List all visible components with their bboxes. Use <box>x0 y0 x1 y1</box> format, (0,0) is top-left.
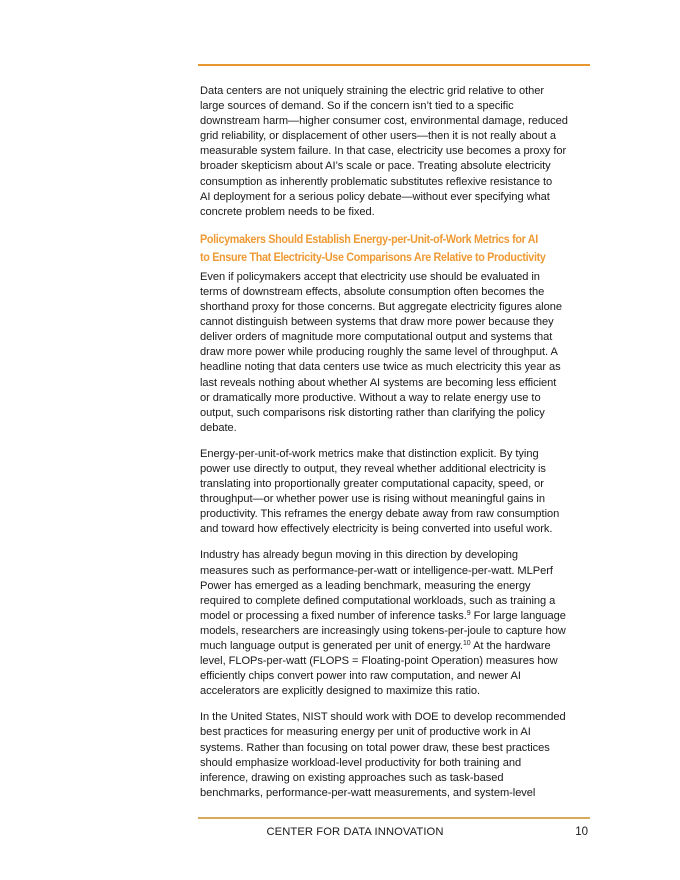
paragraph-nist-recommendation <box>200 710 592 801</box>
text-line: deliver orders of magnitude more computational output and systems that <box>200 331 553 344</box>
text-line: benchmarks, performance-per-watt measurements, and system-level <box>200 786 536 799</box>
text-line: debate. <box>200 421 237 434</box>
text-line: throughput—or whether power use is rising without meaningful gains in <box>200 493 545 506</box>
text-fragment: model or processing a fixed number of inference tasks. <box>200 609 467 622</box>
text-line: should emphasize workload-level productivity for both training and <box>200 756 522 769</box>
header-rule <box>198 64 590 66</box>
text-line <box>200 609 592 624</box>
text-line: large sources of demand. So if the concern isn’t tied to a specific <box>200 100 514 113</box>
footnote-ref-9[interactable]: 9 <box>466 609 471 617</box>
text-line: shorthand proxy for those concerns. But aggregate electricity figures alone <box>200 301 562 314</box>
text-fragment: At the hardware <box>470 640 551 652</box>
paragraph-grid-strain <box>200 84 592 220</box>
text-fragment: For large language <box>470 609 566 622</box>
text-line: concrete problem needs to be fixed. <box>200 205 375 218</box>
text-line: level, FLOPs-per-watt (FLOPS = Floating-point Operation) measures how <box>200 655 558 668</box>
text-line: accelerators are explicitly designed to maximize this ratio. <box>200 685 481 698</box>
page-content <box>200 84 592 812</box>
text-line: inference, drawing on existing approaches such as task-based <box>200 771 504 784</box>
text-line: systems. Rather than focusing on total power draw, these best practices <box>200 741 550 754</box>
text-line: cannot distinguish between systems that draw more power because they <box>200 316 554 329</box>
text-line: productivity. This reframes the energy debate away from raw consumption <box>200 508 560 521</box>
text-line: terms of downstream effects, absolute consumption often becomes the <box>200 285 545 298</box>
text-line: measures such as performance-per-watt or intelligence-per-watt. MLPerf <box>200 564 553 577</box>
text-line: draw more power while producing roughly the same level of throughput. A <box>200 346 558 359</box>
text-line: AI deployment for a serious policy debate—without ever specifying what <box>200 190 550 203</box>
text-line: Energy-per-unit-of-work metrics make that distinction explicit. By tying <box>200 447 539 460</box>
section-heading <box>200 231 595 267</box>
text-line: power use directly to output, they reveal whether additional electricity is <box>200 462 546 475</box>
text-line: grid reliability, or displacement of other users—then it is not really about a <box>200 130 557 143</box>
text-line: Even if policymakers accept that electricity use should be evaluated in <box>200 270 540 283</box>
text-line: consumption as inherently problematic substitutes reflexive resistance to <box>200 175 553 188</box>
text-line: last reveals nothing about whether AI systems are becoming less efficient <box>200 376 557 389</box>
paragraph-industry-benchmarks <box>200 548 592 699</box>
text-line: Industry has already begun moving in this direction by developing <box>200 549 519 562</box>
paragraph-downstream-effects <box>200 270 592 436</box>
text-fragment: much language output is generated per unit of energy. <box>200 640 463 652</box>
text-line: Power has emerged as a leading benchmark, measuring the energy <box>200 579 531 592</box>
footnote-ref-10[interactable]: 10 <box>462 640 471 647</box>
text-line: headline noting that data centers use twice as much electricity this year as <box>200 361 561 374</box>
text-line: models, researchers are increasingly using tokens-per-joule to capture how <box>200 624 566 637</box>
page-number: 10 <box>575 826 588 838</box>
text-line: Data centers are not uniquely straining the electric grid relative to other <box>200 85 545 97</box>
text-line: required to complete defined computational workloads, such as training a <box>200 594 556 607</box>
heading-line: to Ensure That Electricity-Use Comparisons Are Relative to Productivity <box>200 250 546 264</box>
text-line: and toward how effectively electricity is being converted into useful work. <box>200 523 553 536</box>
text-line: measurable system failure. In that case, electricity use becomes a proxy for <box>200 145 567 158</box>
text-line: downstream harm—higher consumer cost, environmental damage, reduced <box>200 115 568 128</box>
text-line: translating into proportionally greater computational capacity, speed, or <box>200 478 544 491</box>
heading-line: Policymakers Should Establish Energy-per-Unit-of-Work Metrics for AI <box>200 232 538 246</box>
text-line: best practices for measuring energy per unit of productive work in AI <box>200 726 531 739</box>
text-line: efficiently chips convert power into raw computation, and newer AI <box>200 670 521 683</box>
text-line: In the United States, NIST should work with DOE to develop recommended <box>200 711 566 724</box>
text-line <box>200 639 592 654</box>
organization-name: CENTER FOR DATA INNOVATION <box>266 826 444 838</box>
paragraph-energy-metrics <box>200 447 592 538</box>
text-line: or dramatically more productive. Without a way to relate energy use to <box>200 391 541 404</box>
footer-rule <box>198 817 590 819</box>
text-line: broader skepticism about AI’s scale or pace. Treating absolute electricity <box>200 160 551 173</box>
text-line: output, such comparisons risk distorting rather than clarifying the policy <box>200 406 545 419</box>
